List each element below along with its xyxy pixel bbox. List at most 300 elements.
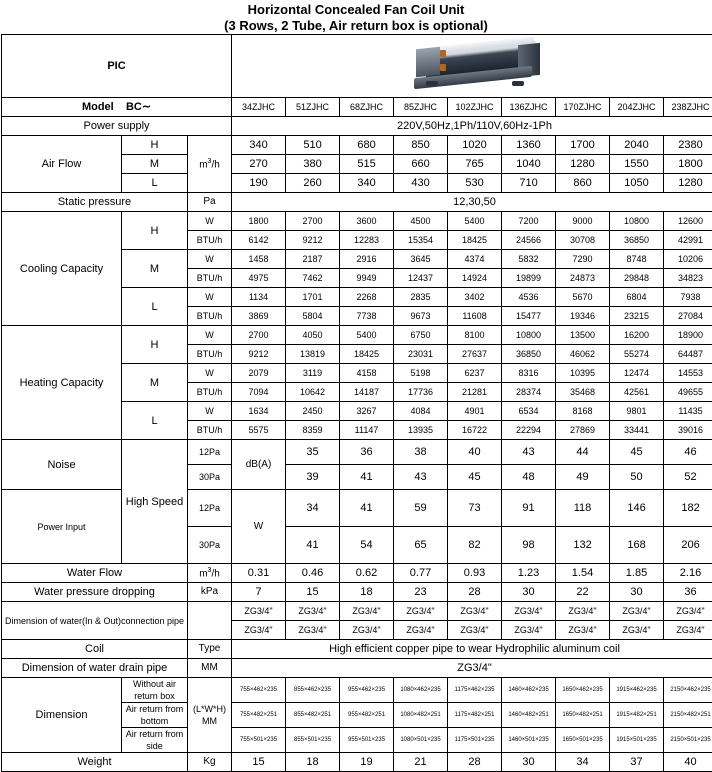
heating-capacity-value: 6534 — [502, 402, 556, 421]
water-flow-value: 1.54 — [556, 564, 610, 583]
power-input-value: 98 — [502, 527, 556, 564]
heating-capacity-value: 28374 — [502, 383, 556, 402]
water-flow-value: 1.23 — [502, 564, 556, 583]
water-connection-pipe-label: Dimension of water(In & Out)connection pipe — [2, 602, 188, 640]
product-image-cell — [232, 35, 712, 98]
water-flow-value: 0.77 — [394, 564, 448, 583]
power-input-value: 54 — [340, 527, 394, 564]
dimension-value: 1650×501×235 — [556, 728, 610, 753]
heating-capacity-value: 13819 — [286, 345, 340, 364]
cooling-capacity-value: 7938 — [664, 288, 712, 307]
water-pressure-dropping-value: 7 — [232, 583, 286, 602]
cooling-capacity-value: 12600 — [664, 212, 712, 231]
power-input-value: 82 — [448, 527, 502, 564]
dimension-value: 2150×462×235 — [664, 678, 712, 703]
weight-value: 37 — [610, 753, 664, 772]
coil-label: Coil — [2, 640, 188, 659]
spec-table — [1, 34, 712, 772]
dimension-value: 1915×462×235 — [610, 678, 664, 703]
heating-capacity-value: 5198 — [394, 364, 448, 383]
pic-row — [2, 35, 712, 98]
air-flow-value: 860 — [556, 174, 610, 193]
heating-capacity-value: 4158 — [340, 364, 394, 383]
cooling-capacity-value: 24873 — [556, 269, 610, 288]
heating-capacity-value: 5400 — [340, 326, 394, 345]
power-input-value: 73 — [448, 490, 502, 527]
power-input-label: Power Input — [2, 490, 122, 564]
water-pressure-dropping-value: 30 — [502, 583, 556, 602]
dimension-value: 1080×462×235 — [394, 678, 448, 703]
noise-value: 49 — [556, 465, 610, 490]
dimension-label: Dimension — [2, 678, 122, 753]
cooling-capacity-value: 4536 — [502, 288, 556, 307]
heating-capacity-value: 36850 — [502, 345, 556, 364]
cooling-capacity-value: 3645 — [394, 250, 448, 269]
cooling-capacity-value: 6142 — [232, 231, 286, 250]
air-flow-value: 1050 — [610, 174, 664, 193]
heating-capacity-value: 49655 — [664, 383, 712, 402]
air-flow-value: 1550 — [610, 155, 664, 174]
cooling-capacity-value: 7738 — [340, 307, 394, 326]
heating-capacity-value: 4084 — [394, 402, 448, 421]
power-supply-label: Power supply — [2, 117, 232, 136]
water-flow-value: 0.93 — [448, 564, 502, 583]
cooling-capacity-unit: BTU/h — [188, 231, 232, 250]
water-pressure-dropping-value: 15 — [286, 583, 340, 602]
cooling-capacity-speed-M: M — [122, 250, 188, 288]
dimension-variant: Air return from side — [122, 728, 188, 753]
heating-capacity-unit: BTU/h — [188, 345, 232, 364]
air-flow-value: 530 — [448, 174, 502, 193]
air-flow-value: 1280 — [556, 155, 610, 174]
water-connection-pipe-unit — [188, 602, 232, 640]
model-text: Model — [82, 101, 114, 113]
heating-capacity-row-H-W — [2, 326, 712, 345]
weight-value: 15 — [232, 753, 286, 772]
water-connection-pipe-value: ZG3/4" — [664, 602, 712, 621]
cooling-capacity-value: 30708 — [556, 231, 610, 250]
cooling-capacity-value: 1701 — [286, 288, 340, 307]
air-flow-value: 510 — [286, 136, 340, 155]
water-flow-value: 0.62 — [340, 564, 394, 583]
weight-value: 30 — [502, 753, 556, 772]
weight-unit: Kg — [188, 753, 232, 772]
dimension-variant: Without air return box — [122, 678, 188, 703]
heating-capacity-value: 16200 — [610, 326, 664, 345]
cooling-capacity-value: 12283 — [340, 231, 394, 250]
air-flow-value: 2380 — [664, 136, 712, 155]
coil-unit: Type — [188, 640, 232, 659]
dimension-value: 755×501×235 — [232, 728, 286, 753]
cooling-capacity-value: 14924 — [448, 269, 502, 288]
water-connection-pipe-value: ZG3/4" — [502, 602, 556, 621]
cooling-capacity-value: 1134 — [232, 288, 286, 307]
model-name-8: 238ZJHC — [664, 98, 712, 117]
heating-capacity-value: 64487 — [664, 345, 712, 364]
water-connection-pipe-value: ZG3/4" — [556, 621, 610, 640]
power-input-value: 182 — [664, 490, 712, 527]
water-connection-pipe-value: ZG3/4" — [286, 602, 340, 621]
static-pressure-unit: Pa — [188, 193, 232, 212]
air-flow-speed-M: M — [122, 155, 188, 174]
air-flow-value: 270 — [232, 155, 286, 174]
noise-value: 50 — [610, 465, 664, 490]
heating-capacity-value: 13500 — [556, 326, 610, 345]
heating-capacity-value: 14187 — [340, 383, 394, 402]
air-flow-value: 515 — [340, 155, 394, 174]
water-pressure-dropping-value: 36 — [664, 583, 712, 602]
dimension-value: 1460×482×251 — [502, 703, 556, 728]
water-pressure-dropping-value: 18 — [340, 583, 394, 602]
model-series: BC∼ — [126, 101, 151, 113]
dimension-value: 1650×482×251 — [556, 703, 610, 728]
noise-pressure: 12Pa — [188, 440, 232, 465]
weight-value: 28 — [448, 753, 502, 772]
heating-capacity-value: 2700 — [232, 326, 286, 345]
dimension-value: 855×482×251 — [286, 703, 340, 728]
power-input-row-12Pa — [2, 490, 712, 527]
weight-value: 19 — [340, 753, 394, 772]
coil-value: High efficient copper pipe to wear Hydrophilic aluminum coil — [232, 640, 712, 659]
model-name-1: 51ZJHC — [286, 98, 340, 117]
dimension-row-0 — [2, 678, 712, 703]
heating-capacity-unit: W — [188, 402, 232, 421]
heating-capacity-value: 42561 — [610, 383, 664, 402]
air-flow-unit: $m^3/h$ — [188, 136, 232, 193]
water-connection-pipe-value: ZG3/4" — [340, 602, 394, 621]
air-flow-value: 190 — [232, 174, 286, 193]
heating-capacity-value: 14553 — [664, 364, 712, 383]
model-row — [2, 98, 712, 117]
coil-row — [2, 640, 712, 659]
water-flow-row — [2, 564, 712, 583]
air-flow-value: 380 — [286, 155, 340, 174]
water-flow-unit: $m^3/h$ — [188, 564, 232, 583]
dimension-value: 955×462×235 — [340, 678, 394, 703]
air-flow-row-H — [2, 136, 712, 155]
cooling-capacity-value: 29848 — [610, 269, 664, 288]
power-input-value: 41 — [286, 527, 340, 564]
power-input-value: 118 — [556, 490, 610, 527]
heating-capacity-value: 11147 — [340, 421, 394, 440]
dimension-value: 1175×482×251 — [448, 703, 502, 728]
heating-capacity-value: 6237 — [448, 364, 502, 383]
power-input-value: 206 — [664, 527, 712, 564]
water-flow-value: 0.46 — [286, 564, 340, 583]
dimension-value: 1175×462×235 — [448, 678, 502, 703]
heating-capacity-value: 9801 — [610, 402, 664, 421]
air-flow-value: 1040 — [502, 155, 556, 174]
water-drain-pipe-unit: MM — [188, 659, 232, 678]
weight-label: Weight — [2, 753, 188, 772]
water-pressure-dropping-value: 30 — [610, 583, 664, 602]
dimension-value: 1915×482×251 — [610, 703, 664, 728]
air-flow-value: 260 — [286, 174, 340, 193]
air-flow-value: 660 — [394, 155, 448, 174]
dimension-variant: Air return from bottom — [122, 703, 188, 728]
model-label — [2, 98, 232, 117]
cooling-capacity-value: 2916 — [340, 250, 394, 269]
cooling-capacity-unit: W — [188, 250, 232, 269]
air-flow-speed-H: H — [122, 136, 188, 155]
heating-capacity-value: 46062 — [556, 345, 610, 364]
power-input-value: 91 — [502, 490, 556, 527]
dimension-value: 1650×462×235 — [556, 678, 610, 703]
noise-value: 48 — [502, 465, 556, 490]
noise-label: Noise — [2, 440, 122, 490]
noise-value: 43 — [394, 465, 448, 490]
noise-unit: dB(A) — [232, 440, 286, 490]
cooling-capacity-unit: W — [188, 212, 232, 231]
heating-capacity-value: 27637 — [448, 345, 502, 364]
heating-capacity-value: 21281 — [448, 383, 502, 402]
static-pressure-value: 12,30,50 — [232, 193, 712, 212]
heating-capacity-unit: W — [188, 364, 232, 383]
dimension-value: 755×462×235 — [232, 678, 286, 703]
heating-capacity-value: 3119 — [286, 364, 340, 383]
noise-value: 52 — [664, 465, 712, 490]
dimension-value: 1175×501×235 — [448, 728, 502, 753]
water-pressure-dropping-value: 22 — [556, 583, 610, 602]
noise-value: 39 — [286, 465, 340, 490]
heating-capacity-value: 23031 — [394, 345, 448, 364]
cooling-capacity-value: 11608 — [448, 307, 502, 326]
cooling-capacity-value: 3600 — [340, 212, 394, 231]
model-name-4: 102ZJHC — [448, 98, 502, 117]
dimension-value: 1460×501×235 — [502, 728, 556, 753]
heating-capacity-value: 22294 — [502, 421, 556, 440]
cooling-capacity-speed-L: L — [122, 288, 188, 326]
water-pressure-dropping-unit: kPa — [188, 583, 232, 602]
air-flow-value: 1800 — [664, 155, 712, 174]
water-connection-pipe-value: ZG3/4" — [286, 621, 340, 640]
cooling-capacity-value: 10800 — [610, 212, 664, 231]
noise-value: 44 — [556, 440, 610, 465]
water-connection-pipe-value: ZG3/4" — [394, 621, 448, 640]
model-name-3: 85ZJHC — [394, 98, 448, 117]
water-connection-pipe-value: ZG3/4" — [448, 621, 502, 640]
cooling-capacity-value: 12437 — [394, 269, 448, 288]
power-input-value: 34 — [286, 490, 340, 527]
power-input-value: 146 — [610, 490, 664, 527]
cooling-capacity-value: 2835 — [394, 288, 448, 307]
cooling-capacity-value: 9000 — [556, 212, 610, 231]
water-connection-pipe-value: ZG3/4" — [610, 602, 664, 621]
cooling-capacity-value: 7290 — [556, 250, 610, 269]
cooling-capacity-value: 3402 — [448, 288, 502, 307]
noise-value: 46 — [664, 440, 712, 465]
cooling-capacity-value: 18425 — [448, 231, 502, 250]
noise-value: 35 — [286, 440, 340, 465]
heating-capacity-value: 7094 — [232, 383, 286, 402]
cooling-capacity-value: 2187 — [286, 250, 340, 269]
noise-value: 43 — [502, 440, 556, 465]
cooling-capacity-value: 34823 — [664, 269, 712, 288]
heating-capacity-value: 9212 — [232, 345, 286, 364]
heating-capacity-value: 8100 — [448, 326, 502, 345]
heating-capacity-value: 12474 — [610, 364, 664, 383]
cooling-capacity-value: 4500 — [394, 212, 448, 231]
heating-capacity-value: 35468 — [556, 383, 610, 402]
water-connection-pipe-value: ZG3/4" — [232, 621, 286, 640]
page-title — [0, 0, 712, 34]
air-flow-speed-L: L — [122, 174, 188, 193]
water-flow-value: 0.31 — [232, 564, 286, 583]
air-flow-label: Air Flow — [2, 136, 122, 193]
water-flow-label: Water Flow — [2, 564, 188, 583]
heating-capacity-value: 16722 — [448, 421, 502, 440]
power-supply-value: 220V,50Hz,1Ph/110V,60Hz-1Ph — [232, 117, 712, 136]
air-flow-value: 430 — [394, 174, 448, 193]
cooling-capacity-value: 5670 — [556, 288, 610, 307]
heating-capacity-speed-H: H — [122, 326, 188, 364]
power-supply-row — [2, 117, 712, 136]
water-connection-pipe-value: ZG3/4" — [556, 602, 610, 621]
air-flow-value: 2040 — [610, 136, 664, 155]
cooling-capacity-label: Cooling Capacity — [2, 212, 122, 326]
noise-value: 41 — [340, 465, 394, 490]
heating-capacity-unit: BTU/h — [188, 421, 232, 440]
noise-value: 40 — [448, 440, 502, 465]
cooling-capacity-value: 10206 — [664, 250, 712, 269]
cooling-capacity-value: 36850 — [610, 231, 664, 250]
heating-capacity-value: 5575 — [232, 421, 286, 440]
cooling-capacity-value: 15354 — [394, 231, 448, 250]
noise-value: 38 — [394, 440, 448, 465]
water-pressure-dropping-label: Water pressure dropping — [2, 583, 188, 602]
static-pressure-label: Static pressure — [2, 193, 188, 212]
cooling-capacity-value: 9949 — [340, 269, 394, 288]
water-connection-pipe-value: ZG3/4" — [340, 621, 394, 640]
weight-value: 34 — [556, 753, 610, 772]
power-input-value: 59 — [394, 490, 448, 527]
dimension-value: 955×482×251 — [340, 703, 394, 728]
heating-capacity-speed-M: M — [122, 364, 188, 402]
water-flow-value: 1.85 — [610, 564, 664, 583]
cooling-capacity-value: 19899 — [502, 269, 556, 288]
heating-capacity-value: 11435 — [664, 402, 712, 421]
dimension-value: 1915×501×235 — [610, 728, 664, 753]
heating-capacity-speed-L: L — [122, 402, 188, 440]
noise-value: 45 — [448, 465, 502, 490]
cooling-capacity-value: 5832 — [502, 250, 556, 269]
heating-capacity-value: 8316 — [502, 364, 556, 383]
water-connection-pipe-value: ZG3/4" — [232, 602, 286, 621]
cooling-capacity-value: 2268 — [340, 288, 394, 307]
water-connection-pipe-value: ZG3/4" — [664, 621, 712, 640]
air-flow-value: 1020 — [448, 136, 502, 155]
cooling-capacity-unit: BTU/h — [188, 269, 232, 288]
cooling-capacity-value: 5804 — [286, 307, 340, 326]
heating-capacity-value: 10800 — [502, 326, 556, 345]
heating-capacity-value: 4050 — [286, 326, 340, 345]
cooling-capacity-value: 9212 — [286, 231, 340, 250]
heating-capacity-value: 3267 — [340, 402, 394, 421]
cooling-capacity-value: 8748 — [610, 250, 664, 269]
dimension-value: 1080×482×251 — [394, 703, 448, 728]
air-flow-value: 340 — [340, 174, 394, 193]
power-input-value: 132 — [556, 527, 610, 564]
noise-value: 45 — [610, 440, 664, 465]
heating-capacity-label: Heating Capacity — [2, 326, 122, 440]
cooling-capacity-value: 5400 — [448, 212, 502, 231]
dimension-value: 1460×462×235 — [502, 678, 556, 703]
cooling-capacity-value: 23215 — [610, 307, 664, 326]
cooling-capacity-value: 19346 — [556, 307, 610, 326]
heating-capacity-value: 1634 — [232, 402, 286, 421]
cooling-capacity-unit: BTU/h — [188, 307, 232, 326]
dimension-value: 755×482×251 — [232, 703, 286, 728]
air-flow-value: 850 — [394, 136, 448, 155]
noise-pressure: 30Pa — [188, 465, 232, 490]
water-flow-value: 2.16 — [664, 564, 712, 583]
dimension-value: 855×462×235 — [286, 678, 340, 703]
weight-value: 18 — [286, 753, 340, 772]
dimension-unit: (L*W*H) MM — [188, 678, 232, 753]
dimension-value: 2150×482×251 — [664, 703, 712, 728]
cooling-capacity-value: 6804 — [610, 288, 664, 307]
heating-capacity-value: 6750 — [394, 326, 448, 345]
dimension-value: 1080×501×235 — [394, 728, 448, 753]
cooling-capacity-value: 7200 — [502, 212, 556, 231]
cooling-capacity-unit: W — [188, 288, 232, 307]
heating-capacity-value: 8168 — [556, 402, 610, 421]
dimension-value: 955×501×235 — [340, 728, 394, 753]
heating-capacity-unit: W — [188, 326, 232, 345]
air-flow-value: 1700 — [556, 136, 610, 155]
air-flow-value: 340 — [232, 136, 286, 155]
cooling-capacity-value: 42991 — [664, 231, 712, 250]
water-pressure-dropping-value: 28 — [448, 583, 502, 602]
water-drain-pipe-row — [2, 659, 712, 678]
cooling-capacity-value: 24566 — [502, 231, 556, 250]
noise-value: 36 — [340, 440, 394, 465]
power-input-pressure: 12Pa — [188, 490, 232, 527]
air-flow-value: 1280 — [664, 174, 712, 193]
power-input-value: 65 — [394, 527, 448, 564]
power-input-value: 168 — [610, 527, 664, 564]
heating-capacity-value: 2450 — [286, 402, 340, 421]
dimension-value: 855×501×235 — [286, 728, 340, 753]
heating-capacity-value: 8359 — [286, 421, 340, 440]
water-connection-pipe-value: ZG3/4" — [448, 602, 502, 621]
air-flow-value: 765 — [448, 155, 502, 174]
model-name-6: 170ZJHC — [556, 98, 610, 117]
cooling-capacity-value: 3869 — [232, 307, 286, 326]
heating-capacity-value: 27869 — [556, 421, 610, 440]
water-connection-pipe-value: ZG3/4" — [502, 621, 556, 640]
power-input-unit: W — [232, 490, 286, 564]
heating-capacity-unit: BTU/h — [188, 383, 232, 402]
cooling-capacity-value: 4975 — [232, 269, 286, 288]
heating-capacity-value: 10642 — [286, 383, 340, 402]
cooling-capacity-value: 1800 — [232, 212, 286, 231]
heating-capacity-value: 13935 — [394, 421, 448, 440]
model-name-2: 68ZJHC — [340, 98, 394, 117]
water-drain-pipe-value: ZG3/4" — [232, 659, 712, 678]
water-drain-pipe-label: Dimension of water drain pipe — [2, 659, 188, 678]
noise-row-12Pa — [2, 440, 712, 465]
air-flow-value: 680 — [340, 136, 394, 155]
model-name-0: 34ZJHC — [232, 98, 286, 117]
water-connection-pipe-row-0 — [2, 602, 712, 621]
weight-value: 21 — [394, 753, 448, 772]
static-pressure-row — [2, 193, 712, 212]
water-pressure-dropping-row — [2, 583, 712, 602]
water-connection-pipe-value: ZG3/4" — [394, 602, 448, 621]
cooling-capacity-value: 15477 — [502, 307, 556, 326]
cooling-capacity-value: 2700 — [286, 212, 340, 231]
